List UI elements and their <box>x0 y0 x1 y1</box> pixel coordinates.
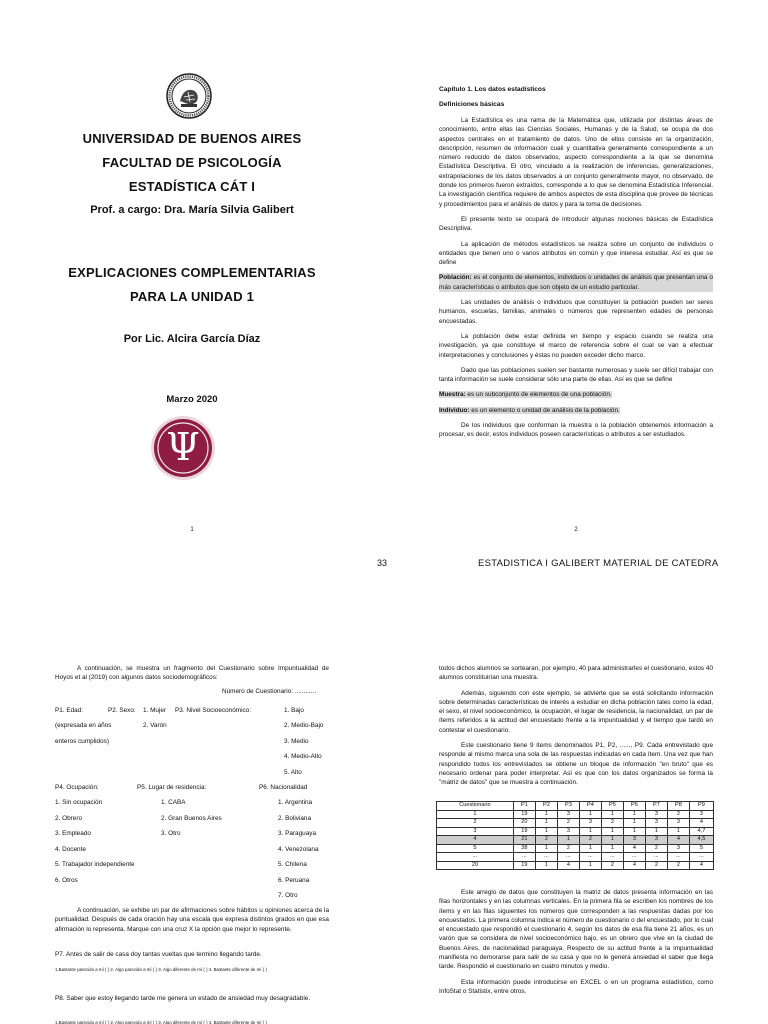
table-row <box>437 853 714 862</box>
psychology-faculty-logo <box>150 415 216 481</box>
paragraph: Además, siguiendo con este ejemplo, se advierte que se está solicitando información sobre determinadas características de interés a estudiar en dicha población tales como la edad, el sexo, el nivel socioeconómico, la ocupación, el lugar de residencia, la nacionalidad, un par de ítems referidos a la actitud del encuestado frente a la impuntualidad y el tiempo que tardó en contestar el cuestionario. <box>439 689 713 734</box>
page-number-2: 2 <box>574 527 578 533</box>
table-cell: 4 <box>557 861 579 870</box>
table-cell: 4 <box>667 836 689 845</box>
paragraph: A continuación, se exhibe un par de afirmaciones sobre hábitos u opiniones acerca de la puntualidad. Después de cada oración hay una escala que expresa distintos grados en que esa afirmación lo representa. Marque con una cruz X la opción que mejor lo represente. <box>55 907 329 933</box>
paragraph: Las unidades de análisis o individuos que constituyen la población pueden ser seres humanos, escuelas, familias, animales o números que representen edades de personas encuestadas. <box>439 299 713 325</box>
table-cell: 2 <box>601 861 623 870</box>
question-p6-option: 5. Chilena <box>278 861 307 868</box>
question-p3-option: 3. Medio <box>284 738 309 745</box>
doc-title-line1: EXPLICACIONES COMPLEMENTARIAS <box>68 265 316 280</box>
definitions-body <box>439 116 713 446</box>
table-cell: 1 <box>601 844 623 853</box>
table-cell: 2 <box>437 819 514 828</box>
table-row <box>437 819 714 828</box>
table-cell: 3 <box>579 819 601 828</box>
course-name: ESTADÍSTICA CÁT I <box>128 179 256 194</box>
table-cell: 2 <box>601 819 623 828</box>
table-cell: ... <box>557 853 579 862</box>
table-cell: 4 <box>689 819 713 828</box>
question-p4-option: 4. Docente <box>55 846 86 853</box>
page-number-1: 1 <box>190 527 194 533</box>
table-row <box>437 844 714 853</box>
table-cell: 2 <box>645 861 667 870</box>
table-cell: 38 <box>513 844 535 853</box>
definition-text: es el conjunto de elementos, individuos o unidades de análisis que presentan una o más características o atributos que son objeto de un estudio particular. <box>439 274 713 291</box>
table-cell: ... <box>689 853 713 862</box>
definition-term: Individuo: <box>439 406 470 414</box>
table-cell: 4,5 <box>689 836 713 845</box>
definition-poblacion <box>439 273 713 292</box>
question-p5: P5. Lugar de residencia: <box>137 784 207 791</box>
rating-scale: 1.Bastante parecido a mí ( ) 2. Algo parecido a mí ( ) 3. Algo diferente de mí ( ) 4. Bastante diferente de mí ( ) <box>55 1020 267 1024</box>
table-cell: 1 <box>437 810 514 819</box>
question-p3-option: 4. Medio-Alto <box>284 753 322 760</box>
matrix-body-top <box>439 664 713 794</box>
question-p4-option: 1. Sin ocupación <box>55 799 103 806</box>
table-cell: 1 <box>579 827 601 836</box>
table-cell: ... <box>601 853 623 862</box>
question-p6-option: 1. Argentina <box>278 799 313 806</box>
table-cell: 1 <box>623 810 645 819</box>
table-cell: 20 <box>513 819 535 828</box>
table-cell: 1 <box>601 836 623 845</box>
table-cell: ... <box>623 853 645 862</box>
paragraph: El presente texto se ocupará de introducir algunas nociones básicas de Estadística Descriptiva. <box>439 215 713 233</box>
table-cell: 1 <box>579 861 601 870</box>
table-cell: 3 <box>557 827 579 836</box>
table-cell: 4 <box>623 844 645 853</box>
table-row <box>437 827 714 836</box>
table-cell: 5 <box>689 844 713 853</box>
table-cell: 2 <box>667 810 689 819</box>
data-matrix-table <box>436 801 714 870</box>
paragraph: A continuación, se muestra un fragmento del Cuestionario sobre Impuntualidad de Hoyos et al (2019) con algunos datos sociodemográficos: <box>55 665 329 682</box>
cover-page <box>0 0 384 548</box>
table-header-cell: P7 <box>645 802 667 811</box>
table-header-cell: P3 <box>557 802 579 811</box>
question-p5-option: 1. CABA <box>161 799 186 806</box>
table-cell: 19 <box>513 861 535 870</box>
table-cell: 2 <box>557 819 579 828</box>
table-cell: 1 <box>535 810 557 819</box>
paragraph: La aplicación de métodos estadísticos se realiza sobre un conjunto de individuos o entidades que tienen uno o varios atributos en común y que interesa estudiar. Así es que se define <box>439 240 713 267</box>
table-header-cell: P2 <box>535 802 557 811</box>
question-p6: P6. Nacionalidad <box>259 784 308 791</box>
table-row <box>437 836 714 845</box>
habits-intro <box>55 906 329 940</box>
table-cell: 4 <box>689 861 713 870</box>
table-cell: 1 <box>623 819 645 828</box>
table-cell: 1 <box>579 844 601 853</box>
table-header-cell: P9 <box>689 802 713 811</box>
definitions-page <box>384 0 768 548</box>
table-cell: 3 <box>557 810 579 819</box>
question-p2-option: 1. Mujer <box>143 707 167 714</box>
question-p3-option: 2. Medio-Bajo <box>284 722 324 729</box>
question-p2-option: 2. Varón <box>143 722 167 729</box>
table-header-cell: P1 <box>513 802 535 811</box>
table-cell: 3 <box>645 819 667 828</box>
definition-text: es un elemento o unidad de análisis de la población. <box>469 406 620 414</box>
table-header-cell: P5 <box>601 802 623 811</box>
table-cell: ... <box>513 853 535 862</box>
question-p6-option: 3. Paraguaya <box>278 830 317 837</box>
table-cell: 5 <box>437 844 514 853</box>
definition-text: es un subconjunto de elementos de una población. <box>465 391 612 399</box>
question-p2: P2. Sexo: <box>108 707 136 714</box>
definition-term: Población: <box>439 274 472 282</box>
table-cell: 2 <box>667 861 689 870</box>
paragraph: Dado que las poblaciones suelen ser bastante numerosas y suele ser difícil trabajar con tanta información se suele considerar sólo una parte de ellas. Así es que se define <box>439 366 713 384</box>
table-cell: 1 <box>601 827 623 836</box>
chapter-heading: Capítulo 1. Los datos estadísticos <box>439 86 546 93</box>
doc-title-line2: PARA LA UNIDAD 1 <box>129 289 255 304</box>
definition-term: Muestra: <box>439 391 466 399</box>
table-cell: 3 <box>645 836 667 845</box>
paragraph: La Estadística es una rama de la Matemática que, utilizada por distintas áreas de conocimiento, entre ellas las Ciencias Sociales, Humanas y de la Salud, se ocupa de dos aspectos centrales en el tratamiento de datos. Uno de ellos consiste en la organización, descripción, resumen de información cuali y cuantitativa generalmente correspondiente a un número reducido de datos observados, aspecto correspondiente a la que se denomina Estadística Descriptiva. El otro, vinculado a la realización de inferencias, generalizaciones, extrapolaciones de los datos observados a un conjunto generalmente mayor, no observado, de donde los primeros fueron extraídos, corresponde a lo que se denomina Estadística Inferencial. La investigación científica requiere de ambos aspectos de esta disciplina que provee de técnicas y procedimientos para el análisis de datos y para la toma de decisiones. <box>439 117 713 208</box>
question-p6-option: 4. Venezolana <box>278 846 319 853</box>
author-name: Por Lic. Alcira García Díaz <box>123 333 261 345</box>
questionnaire-number: Número de Cuestionario: ............ <box>222 688 317 695</box>
table-cell: 19 <box>513 810 535 819</box>
table-cell: 4 <box>437 836 514 845</box>
table-cell: 3 <box>645 810 667 819</box>
question-p1-note: enteros cumplidos) <box>55 738 109 745</box>
university-name: UNIVERSIDAD DE BUENOS AIRES <box>82 131 302 146</box>
section-heading: Definiciones básicas <box>439 101 505 108</box>
table-cell: 21 <box>513 836 535 845</box>
uba-seal-logo <box>166 73 212 119</box>
table-cell: ... <box>645 853 667 862</box>
table-row <box>437 861 714 870</box>
table-cell: ... <box>579 853 601 862</box>
question-p3: P3. Nivel Socioeconómico: <box>175 707 252 714</box>
paragraph: De los individuos que conforman la muestra o la población obtenemos información a procesar, es decir, estos individuos poseen características o atributos a ser estudiados. <box>439 422 713 439</box>
question-p8-block <box>55 994 329 1009</box>
table-row <box>437 810 714 819</box>
table-cell: 2 <box>645 844 667 853</box>
matrix-body-bottom <box>439 888 713 1002</box>
question-p4: P4. Ocupación: <box>55 784 99 791</box>
table-cell: 1 <box>535 819 557 828</box>
table-cell: 4,7 <box>689 827 713 836</box>
table-cell: 3 <box>689 810 713 819</box>
question-p4-option: 6. Otros <box>55 877 78 884</box>
questionnaire-page <box>0 580 384 1024</box>
question-p6-option: 7. Otro <box>278 892 298 899</box>
question-p8: P8. Saber que estoy llegando tarde me genera un estado de ansiedad muy desagradable. <box>55 995 311 1002</box>
table-header-cell: P4 <box>579 802 601 811</box>
paragraph: Este cuestionario tiene 9 ítems denominados P1, P2, ......, P9. Cada entrevistado que responde al mismo marca una sola de las respuestas indicadas en cada ítem. Una vez que han respondido todos los entrevistados se obtiene un bloque de información "en bruto" que es necesario ordenar para poder interpretar. Así es que con los datos organizados se forma la "matriz de datos" que se muestra a continuación. <box>439 742 713 787</box>
table-cell: 2 <box>557 844 579 853</box>
paragraph: todos dichos alumnos se sortearan, por ejemplo, 40 para administrarles el cuestionario, estos 40 alumnos constituirían una muestra. <box>439 665 713 682</box>
publication-date: Marzo 2020 <box>166 394 218 405</box>
table-cell: 3 <box>623 836 645 845</box>
question-p1: P1. Edad: <box>55 707 84 714</box>
table-cell: 1 <box>645 827 667 836</box>
question-p4-option: 2. Obrero <box>55 815 82 822</box>
table-header-cell: Cuestionario <box>437 802 514 811</box>
rating-scale: 1.Bastante parecido a mí ( ) 2. Algo parecido a mí ( ) 3. Algo diferente de mí ( ) 4. Bastante diferente de mí ( ) <box>55 967 267 972</box>
question-p5-option: 2. Gran Buenos Aires <box>161 815 222 822</box>
question-p6-option: 6. Peruana <box>278 877 310 884</box>
table-cell: 3 <box>437 827 514 836</box>
running-header: ESTADISTICA I GALIBERT MATERIAL DE CATEDRA <box>478 558 719 569</box>
question-p7: P7. Antes de salir de casa doy tantas vueltas que termino llegando tarde. <box>55 951 262 958</box>
question-p4-option: 3. Empleado <box>55 830 91 837</box>
table-cell: ... <box>535 853 557 862</box>
paragraph: Este arreglo de datos que constituyen la matriz de datos presenta información en las filas horizontales y en las columnas verticales. En la primera fila se escriben los nombres de los ítems y en las filas siguientes los números que corresponden a las respuestas dadas por los encuestados. La primera columna indica el número de cuestionario o del encuestado, por lo cual el encuestado que respondió el cuestionario 4, según los datos de esa fila tiene 21 años, es un varón que se considera de nivel socioeconómico bajo, es un obrero que vive en la ciudad de Buenos Aires, de nacionalidad paraguaya. Respecto de su actitud frente a la impuntualidad manifiesta no demorarse para salir de su casa y que no le genera ansiedad el saber que llega tarde. Respondió el cuestionario en cuatro minutos y medio. <box>439 889 713 971</box>
table-cell: 19 <box>513 827 535 836</box>
table-cell: 3 <box>667 844 689 853</box>
question-p4-option: 5. Trabajador independiente <box>55 861 135 868</box>
faculty-name: FACULTAD DE PSICOLOGÍA <box>102 155 282 170</box>
table-cell: 1 <box>535 844 557 853</box>
table-cell: 1 <box>579 810 601 819</box>
definition-muestra <box>439 390 713 399</box>
table-cell: 2 <box>535 836 557 845</box>
psi-symbol: Ψ <box>166 425 200 469</box>
question-p1-note: (expresada en años <box>55 722 112 729</box>
table-cell: 2 <box>579 836 601 845</box>
question-p3-option: 1. Bajo <box>284 707 304 714</box>
questionnaire-intro <box>55 664 329 689</box>
question-p5-option: 3. Otro <box>161 830 181 837</box>
professor-name: Prof. a cargo: Dra. María Silvia Galibert <box>90 204 294 216</box>
question-p6-option: 2. Boliviana <box>278 815 312 822</box>
table-header-cell: P8 <box>667 802 689 811</box>
table-cell: 1 <box>667 827 689 836</box>
table-cell: 1 <box>535 861 557 870</box>
table-cell: 1 <box>535 827 557 836</box>
table-cell: 1 <box>601 810 623 819</box>
paragraph: La población debe estar definida en tiempo y espacio cuando se realiza una investigación, ya que constituye el marco de referencia sobre el cual se van a efectuar interpretaciones y conclusiones y éstas no pueden exceder dicho marco. <box>439 332 713 359</box>
table-cell: 4 <box>623 861 645 870</box>
definition-individuo <box>439 406 713 415</box>
table-cell: ... <box>437 853 514 862</box>
table-header-row <box>437 802 714 811</box>
table-cell: 1 <box>623 827 645 836</box>
table-header-cell: P6 <box>623 802 645 811</box>
spread-number: 33 <box>377 558 388 568</box>
table-cell: ... <box>667 853 689 862</box>
paragraph: Esta información puede introducirse en EXCEL o en un programa estadístico, como InfoStat o Statistix, entre otros. <box>439 978 713 995</box>
table-cell: 20 <box>437 861 514 870</box>
table-cell: 1 <box>557 836 579 845</box>
table-cell: 3 <box>667 819 689 828</box>
question-p3-option: 5. Alto <box>284 769 302 776</box>
data-matrix-page <box>384 580 768 1024</box>
